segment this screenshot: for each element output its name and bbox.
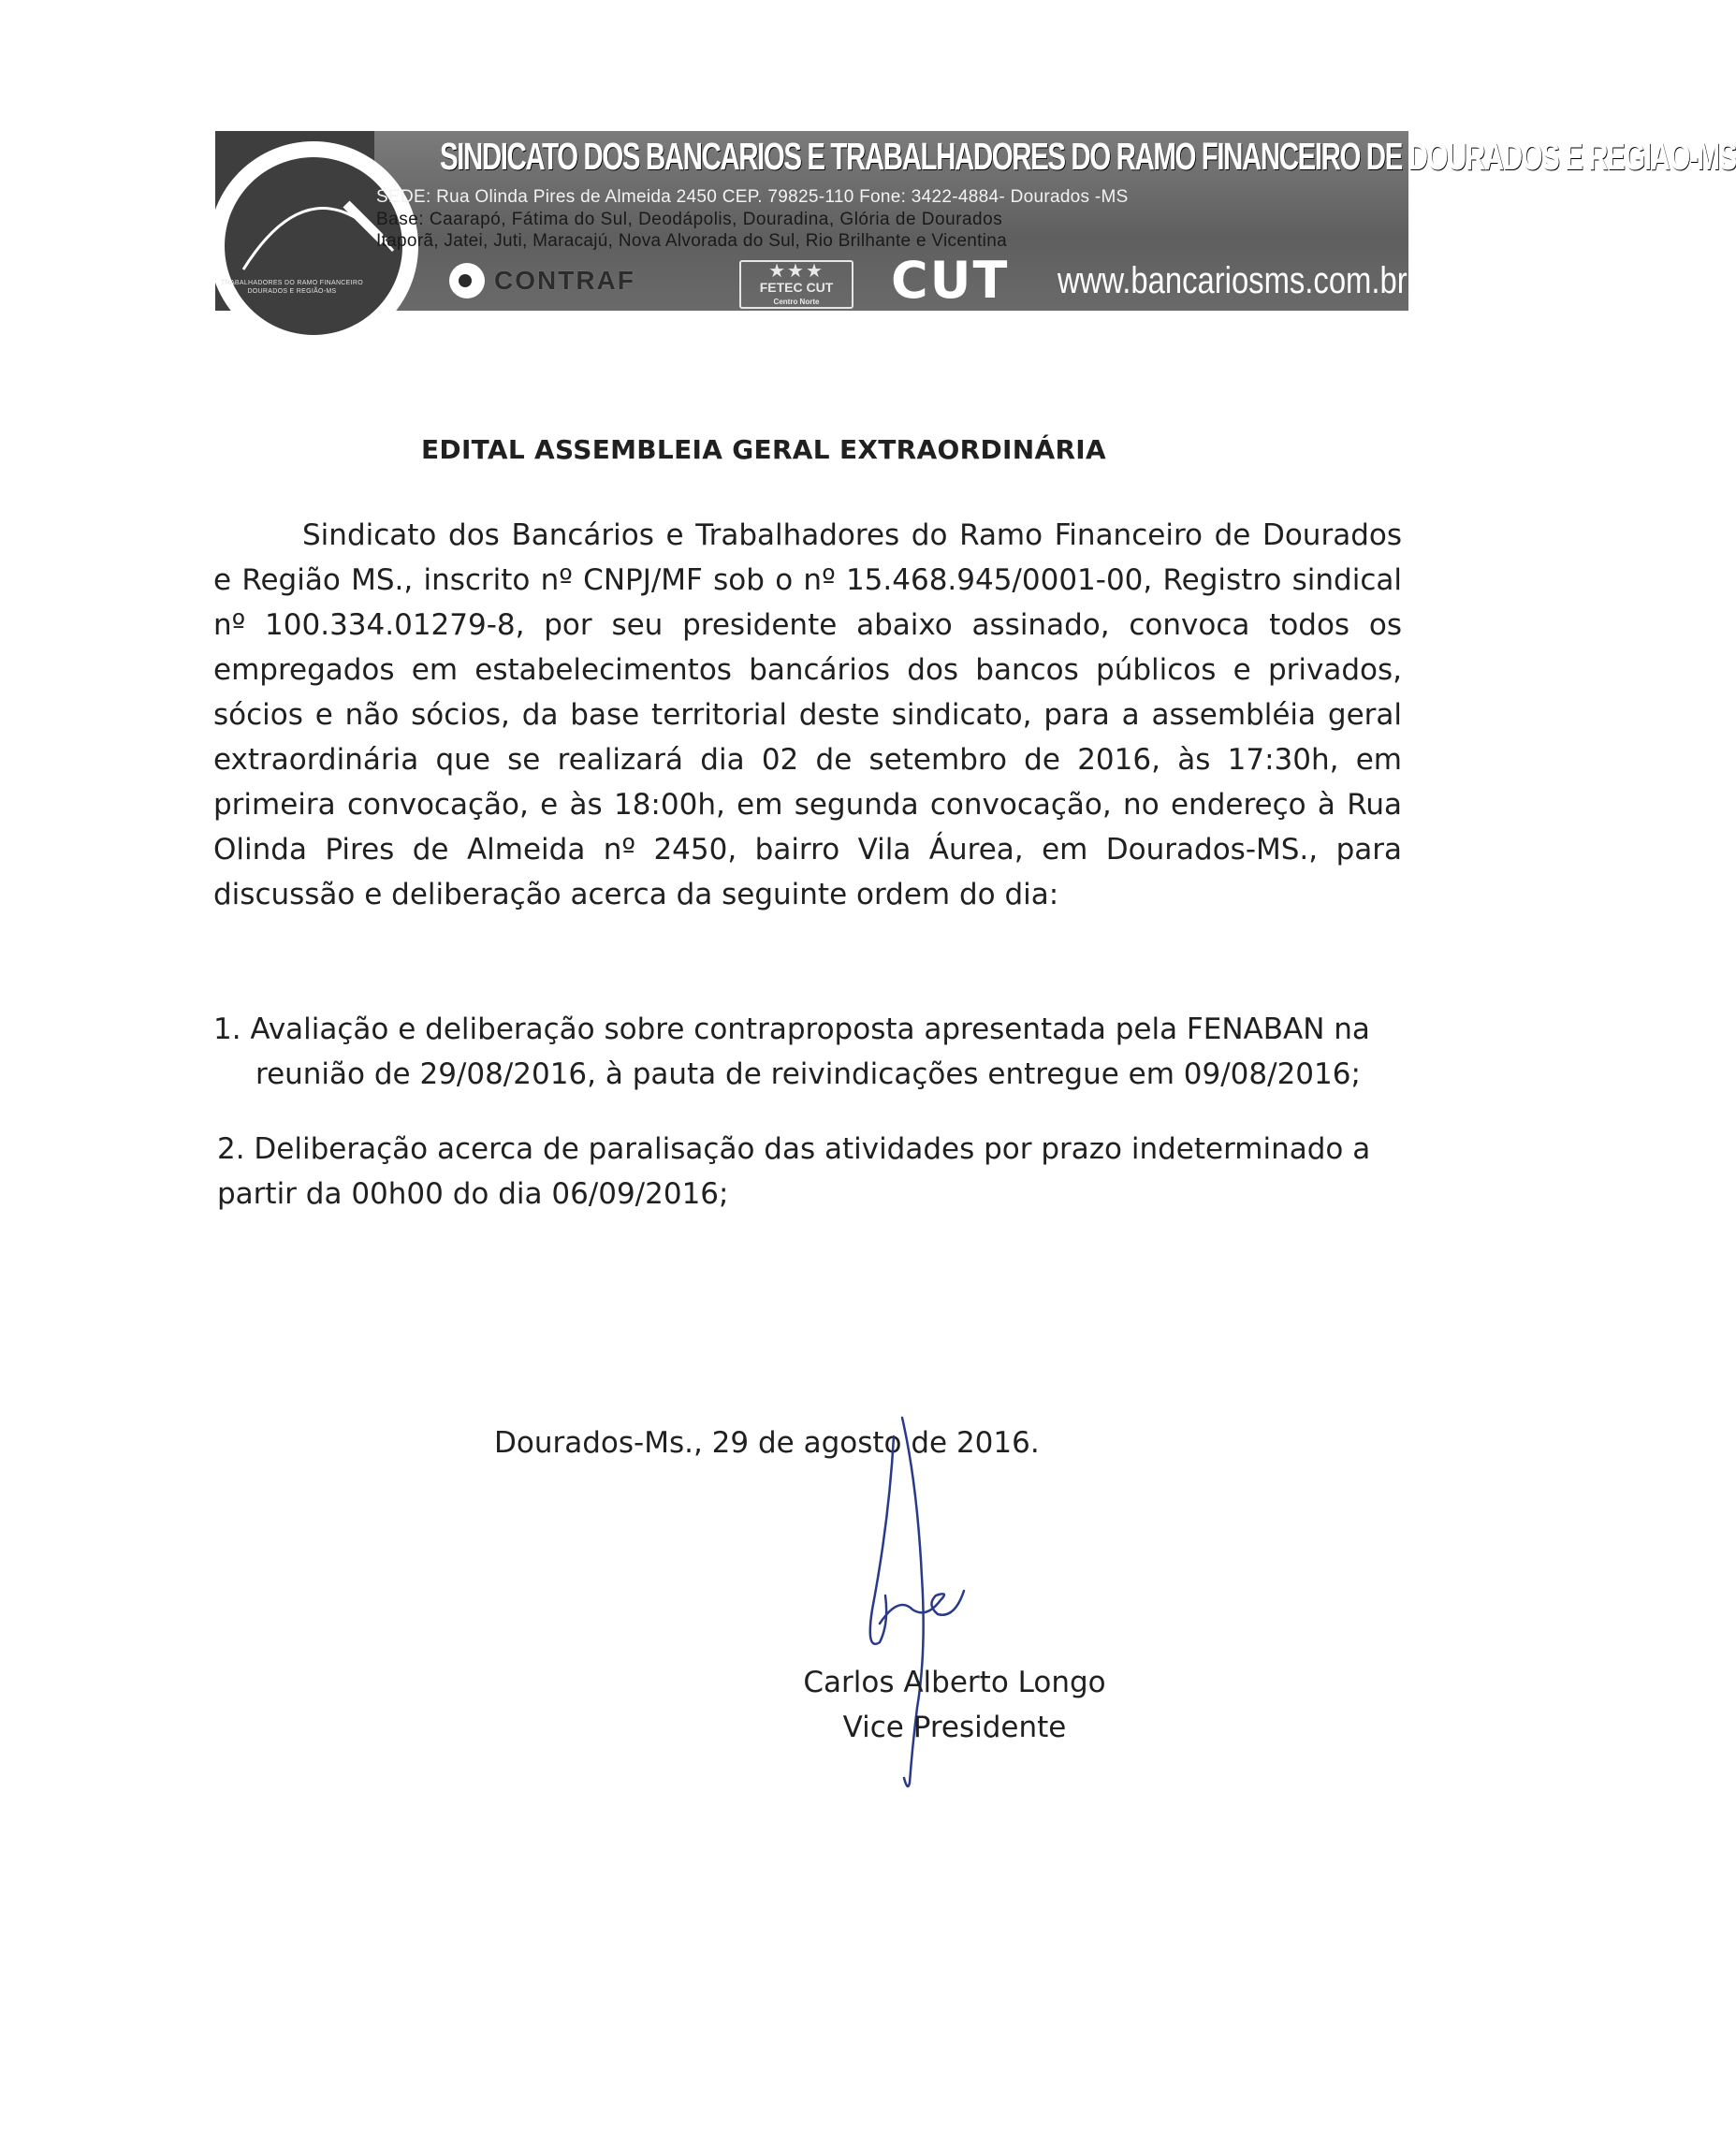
agenda-item-1: 1. Avaliação e deliberação sobre contraproposta apresentada pela FENABAN na reunião de 29/08/2016, à pauta de reivindicações entregue em 09/08/2016; xyxy=(213,1012,1370,1091)
fetec-logo xyxy=(739,260,853,309)
signatory-role: Vice Presidente xyxy=(842,1711,1067,1744)
contraf-logo xyxy=(449,260,635,301)
letterhead-base-cities-1: Base: Caarapó, Fátima do Sul, Deodápolis, Douradina, Glória de Dourados xyxy=(376,210,1003,229)
letterhead-banner xyxy=(215,131,1736,311)
union-logo xyxy=(215,131,374,311)
body-paragraph xyxy=(213,513,1402,917)
fetec-figures-icon: ★★★ xyxy=(768,261,824,282)
agenda-item-2: 2. Deliberação acerca de paralisação das atividades por prazo indeterminado a partir da 00h00 do dia 06/09/2016; xyxy=(217,1132,1371,1211)
contraf-label: CONTRAF xyxy=(494,266,635,295)
website-link: www.bancariosms.com.br xyxy=(1058,260,1408,301)
document-heading: EDITAL ASSEMBLEIA GERAL EXTRAORDINÁRIA xyxy=(420,434,1106,465)
logo-subtext: TRABALHADORES DO RAMO FINANCEIRO DOURADOS E REGIÃO-MS xyxy=(221,280,363,295)
letterhead-address: SEDE: Rua Olinda Pires de Almeida 2450 CEP. 79825-110 Fone: 3422-4884- Dourados -MS xyxy=(376,187,1129,207)
contraf-icon xyxy=(449,263,485,299)
signatory-name: Carlos Alberto Longo xyxy=(803,1666,1106,1699)
fetec-label: FETEC CUT xyxy=(759,280,834,295)
letterhead-base-cities-2: Itaporã, Jatei, Juti, Maracajú, Nova Alvorada do Sul, Rio Brilhante e Vicentina xyxy=(376,231,1007,251)
place-date: Dourados-Ms., 29 de agosto de 2016. xyxy=(494,1426,1040,1460)
letterhead-title: SINDICATO DOS BANCARIOS E TRABALHADORES DO RAMO FINANCEIRO DE DOURADOS E REGIAO-MS xyxy=(440,135,1736,178)
body-text: Sindicato dos Bancários e Trabalhadores do Ramo Financeiro de Dourados e Região MS., inscrito nº CNPJ/MF sob o nº 15.468.945/0001-00, Registro sindical nº 100.334.01279-8, por seu presidente abaixo assinado, convoca todos os empregados em estabelecimentos bancários dos bancos públicos e privados, sócios e não sócios, da base territorial deste sindicato, para a assembléia geral extraordinária que se realizará dia 02 de setembro de 2016, às 17:30h, em primeira convocação, e às 18:00h, em segunda convocação, no endereço à Rua Olinda Pires de Almeida nº 2450, bairro Vila Áurea, em Dourados-MS., para discussão e deliberação acerca da seguinte ordem do dia: xyxy=(213,518,1402,911)
cut-logo: CUT xyxy=(891,251,1010,310)
fetec-sublabel: Centro Norte xyxy=(773,298,820,306)
